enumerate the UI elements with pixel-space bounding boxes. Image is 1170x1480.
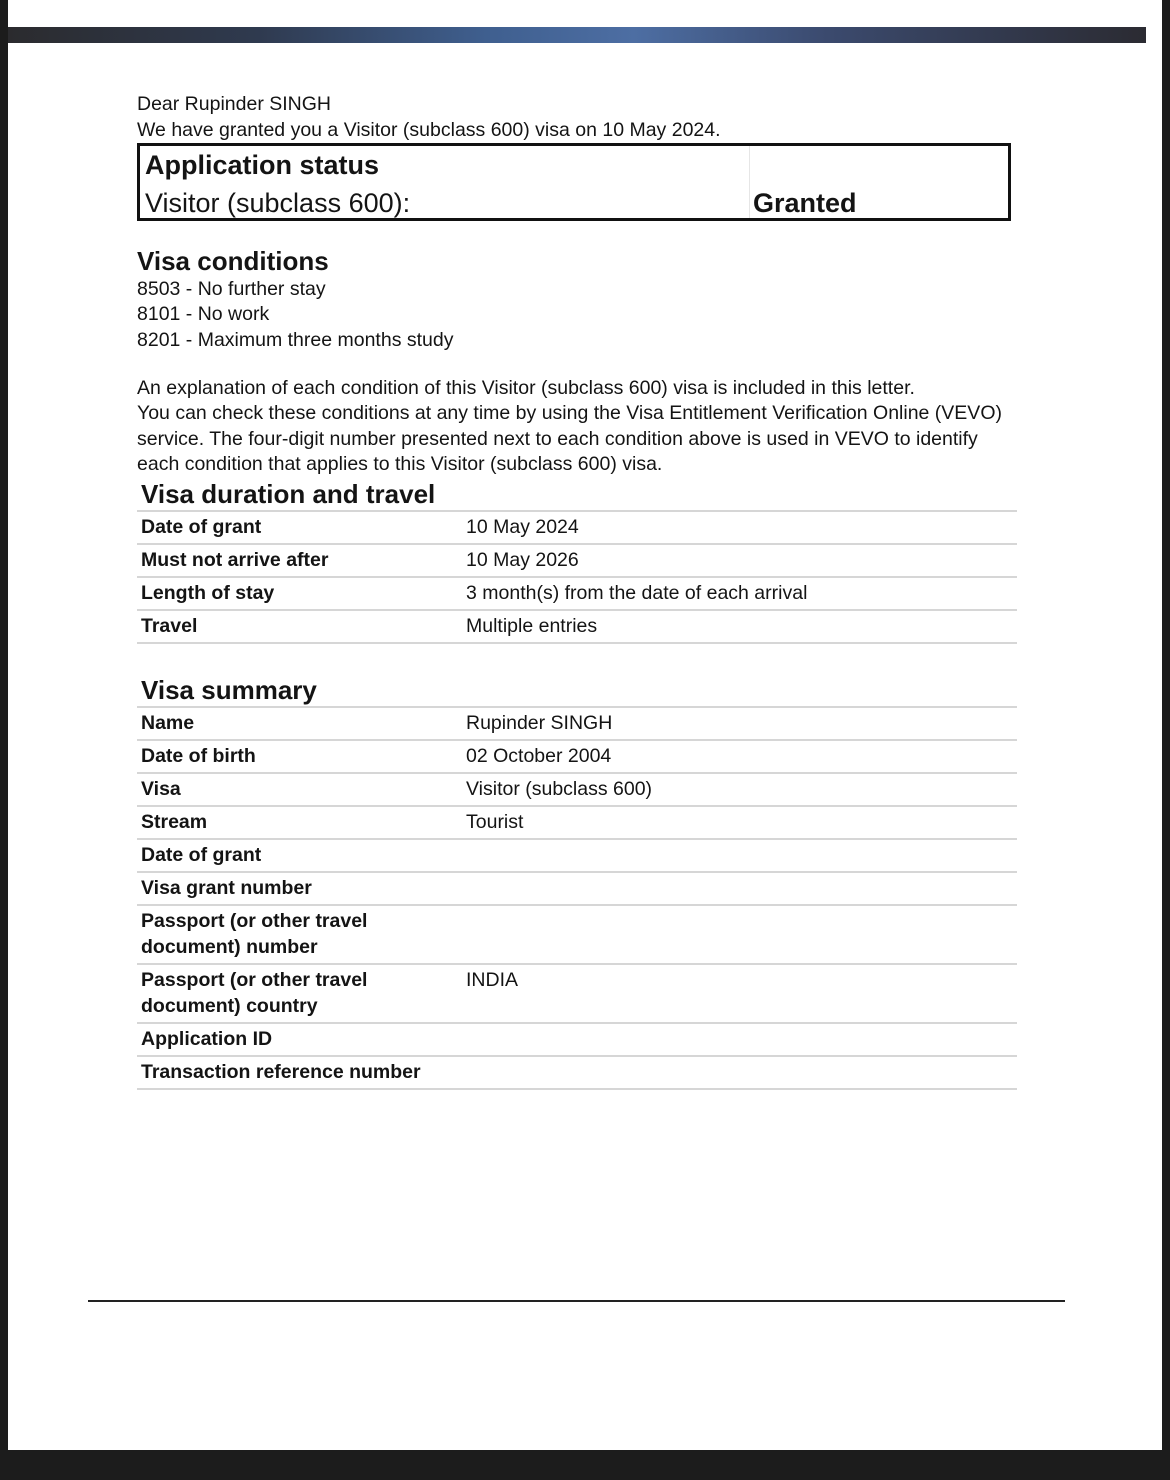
table-row — [137, 707, 1017, 740]
row-value: Rupinder SINGH — [462, 707, 1017, 740]
row-value — [462, 1056, 1017, 1089]
row-label: Name — [137, 707, 462, 740]
status-box-divider — [749, 146, 750, 218]
conditions-explanation: An explanation of each condition of this Visitor (subclass 600) visa is included in this letter. — [137, 376, 915, 399]
letter-content — [137, 92, 1017, 1090]
duration-travel-table — [137, 510, 1017, 644]
row-label: Length of stay — [137, 577, 462, 610]
vevo-explanation: You can check these conditions at any time by using the Visa Entitlement Verification Online (VEVO) service. The four-digit number presented next to each condition above is used in VEVO to identify each condition that applies to this Visitor (subclass 600) visa. — [137, 402, 1002, 476]
table-row — [137, 577, 1017, 610]
footer-rule — [88, 1300, 1065, 1302]
status-value: Granted — [753, 188, 857, 218]
row-label: Date of birth — [137, 740, 462, 773]
table-row — [137, 610, 1017, 643]
row-value: INDIA — [462, 964, 1017, 1023]
row-label: Passport (or other travel document) number — [137, 905, 462, 964]
condition-item: 8503 - No further stay — [137, 278, 326, 300]
row-label: Date of grant — [137, 511, 462, 544]
row-value: 10 May 2026 — [462, 544, 1017, 577]
row-label: Date of grant — [137, 839, 462, 872]
row-value: Tourist — [462, 806, 1017, 839]
duration-travel-section — [137, 478, 1017, 644]
row-value: 3 month(s) from the date of each arrival — [462, 577, 1017, 610]
row-value: Multiple entries — [462, 610, 1017, 643]
application-status-title: Application status — [145, 150, 380, 180]
row-value — [462, 905, 1017, 964]
row-value: 10 May 2024 — [462, 511, 1017, 544]
row-label: Travel — [137, 610, 462, 643]
row-value: 02 October 2004 — [462, 740, 1017, 773]
table-row — [137, 905, 1017, 964]
status-visa-label: Visitor (subclass 600): — [145, 188, 411, 218]
table-row — [137, 740, 1017, 773]
table-row — [137, 544, 1017, 577]
greeting: Dear Rupinder SINGH — [137, 93, 331, 115]
table-row — [137, 806, 1017, 839]
visa-summary-heading: Visa summary — [141, 674, 317, 705]
table-row — [137, 1023, 1017, 1056]
condition-item: 8201 - Maximum three months study — [137, 328, 454, 351]
row-label: Must not arrive after — [137, 544, 462, 577]
table-row — [137, 839, 1017, 872]
table-row — [137, 773, 1017, 806]
application-status-box — [137, 143, 1011, 221]
grant-statement: We have granted you a Visitor (subclass 600) visa on 10 May 2024. — [137, 118, 721, 141]
table-row — [137, 964, 1017, 1023]
table-row — [137, 511, 1017, 544]
header-band — [8, 27, 1146, 43]
row-value — [462, 1023, 1017, 1056]
row-label: Application ID — [137, 1023, 462, 1056]
row-value — [462, 839, 1017, 872]
visa-conditions-section — [137, 245, 1017, 353]
row-value: Visitor (subclass 600) — [462, 773, 1017, 806]
visa-summary-section — [137, 674, 1017, 1090]
table-row — [137, 872, 1017, 905]
row-label: Transaction reference number — [137, 1056, 462, 1089]
visa-summary-table — [137, 706, 1017, 1090]
condition-item: 8101 - No work — [137, 303, 270, 326]
visa-conditions-heading: Visa conditions — [137, 246, 329, 276]
duration-travel-heading: Visa duration and travel — [141, 478, 436, 509]
row-value — [462, 872, 1017, 905]
row-label: Visa — [137, 773, 462, 806]
row-label: Visa grant number — [137, 872, 462, 905]
table-row — [137, 1056, 1017, 1089]
row-label: Passport (or other travel document) country — [137, 964, 462, 1023]
row-label: Stream — [137, 806, 462, 839]
